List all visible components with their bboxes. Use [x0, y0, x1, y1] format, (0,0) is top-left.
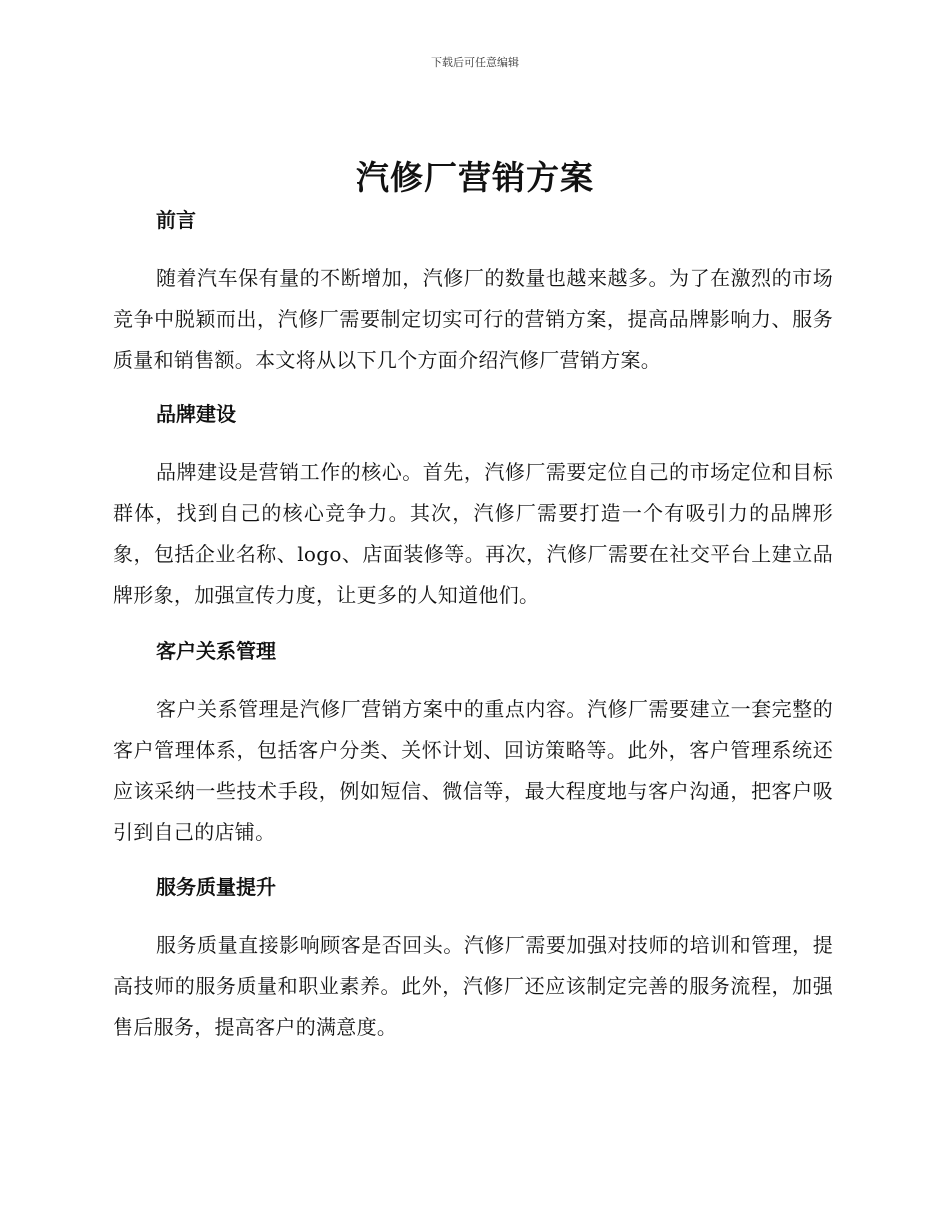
- document-title: 汽修厂营销方案: [356, 158, 594, 197]
- paragraph-brand-building: 品牌建设是营销工作的核心。首先，汽修厂需要定位自己的市场定位和目标群体，找到自己的核心竞争力。其次，汽修厂需要打造一个有吸引力的品牌形象，包括企业名称、logo、店面装修等。再次，汽修厂需要在社交平台上建立品牌形象，加强宣传力度，让更多的人知道他们。: [113, 460, 833, 607]
- paragraph-preface: 随着汽车保有量的不断增加，汽修厂的数量也越来越多。为了在激烈的市场竞争中脱颖而出，汽修厂需要制定切实可行的营销方案，提高品牌影响力、服务质量和销售额。本文将从以下几个方面介绍汽修厂营销方案。: [113, 266, 833, 372]
- section-preface: [113, 206, 833, 381]
- section-customer-relationship: [113, 637, 833, 853]
- section-heading-brand-building: 品牌建设: [156, 402, 236, 426]
- paragraph-customer-relationship: 客户关系管理是汽修厂营销方案中的重点内容。汽修厂需要建立一套完整的客户管理体系，包括客户分类、关怀计划、回访策略等。此外，客户管理系统还应该采纳一些技术手段，例如短信、微信等，最大程度地与客户沟通，把客户吸引到自己的店铺。: [113, 697, 833, 844]
- section-heading-service-quality: 服务质量提升: [156, 875, 276, 899]
- paragraph-service-quality: 服务质量直接影响顾客是否回头。汽修厂需要加强对技师的培训和管理，提高技师的服务质量和职业素养。此外，汽修厂还应该制定完善的服务流程，加强售后服务，提高客户的满意度。: [113, 933, 833, 1039]
- section-service-quality: [113, 873, 833, 1048]
- section-heading-preface: 前言: [156, 208, 196, 232]
- header-note: 下载后可任意编辑: [431, 56, 519, 69]
- section-heading-customer-relationship: 客户关系管理: [156, 639, 276, 663]
- section-brand-building: [113, 400, 833, 616]
